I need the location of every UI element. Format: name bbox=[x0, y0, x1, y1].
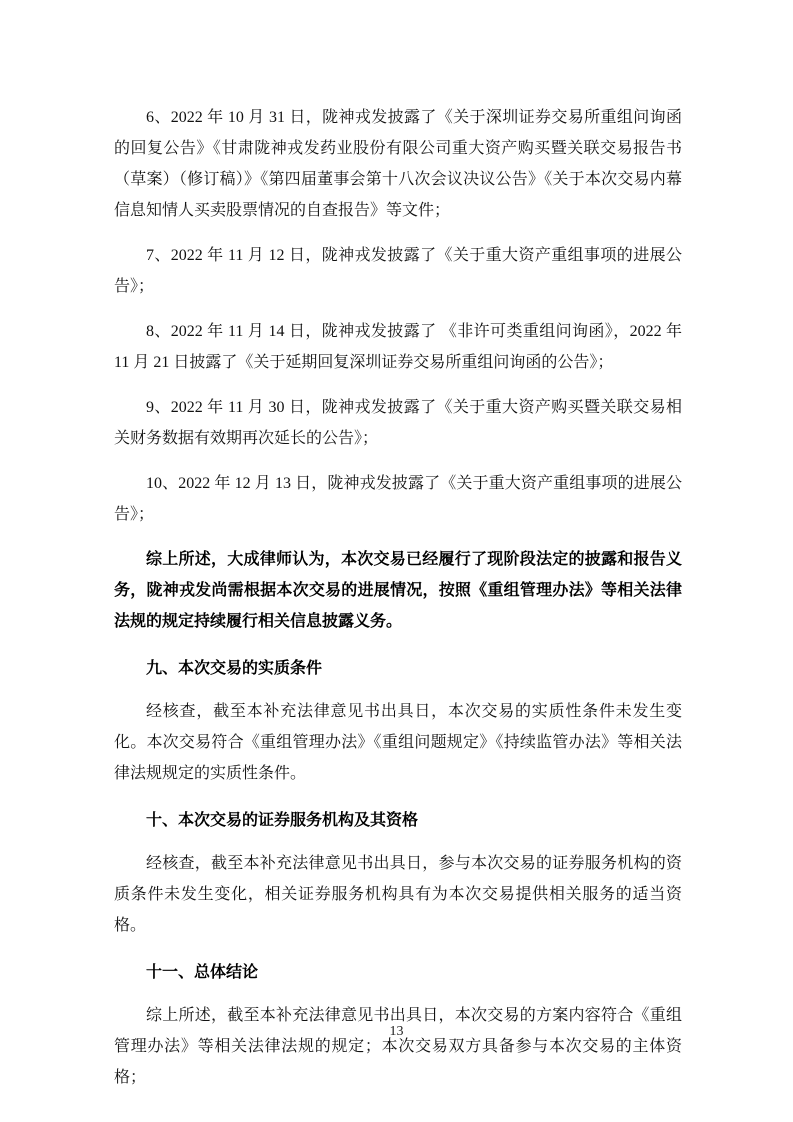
paragraph-service-institutions: 经核查，截至本补充法律意见书出具日，参与本次交易的证券服务机构的资质条件未发生变化，相关证券服务机构具有为本次交易提供相关服务的适当资格。 bbox=[114, 855, 682, 934]
document-content bbox=[114, 102, 682, 1107]
paragraph-disclosure-8: 8、2022 年 11 月 14 日，陇神戎发披露了 《非许可类重组问询函》，2022 年 11 月 21 日披露了《关于延期回复深圳证券交易所重组问询函的公告》； bbox=[114, 323, 682, 371]
paragraph-disclosure-9: 9、2022 年 11 月 30 日，陇神戎发披露了《关于重大资产购买暨关联交易相关财务数据有效期再次延长的公告》； bbox=[114, 399, 682, 447]
section-heading-9: 九、本次交易的实质条件 bbox=[146, 660, 323, 677]
paragraph-disclosure-10: 10、2022 年 12 月 13 日，陇神戎发披露了《关于重大资产重组事项的进展公告》； bbox=[114, 475, 682, 523]
page-footer bbox=[0, 1022, 793, 1042]
page-number: 13 bbox=[389, 1024, 404, 1039]
section-heading-11: 十一、总体结论 bbox=[146, 964, 259, 981]
paragraph-disclosure-6: 6、2022 年 10 月 31 日，陇神戎发披露了《关于深圳证券交易所重组问询函的回复公告》《甘肃陇神戎发药业股份有限公司重大资产购买暨关联交易报告书（草案）（修订稿）》《第四届董事会第十八次会议决议公告》《关于本次交易内幕信息知情人买卖股票情况的自查报告》等文件； bbox=[114, 109, 682, 219]
paragraph-overall-conclusion: 综上所述，截至本补充法律意见书出具日，本次交易的方案内容符合《重组管理办法》等相关法律法规的规定；本次交易双方具备参与本次交易的主体资格； bbox=[114, 1007, 682, 1086]
paragraph-disclosure-7: 7、2022 年 11 月 12 日，陇神戎发披露了《关于重大资产重组事项的进展公告》； bbox=[114, 247, 682, 295]
paragraph-lawyer-conclusion: 综上所述，大成律师认为，本次交易已经履行了现阶段法定的披露和报告义务，陇神戎发尚需根据本次交易的进展情况，按照《重组管理办法》等相关法律法规的规定持续履行相关信息披露义务。 bbox=[114, 551, 682, 630]
paragraph-substantive-conditions: 经核查，截至本补充法律意见书出具日，本次交易的实质性条件未发生变化。本次交易符合《重组管理办法》《重组问题规定》《持续监管办法》等相关法律法规规定的实质性条件。 bbox=[114, 703, 682, 782]
section-heading-10: 十、本次交易的证券服务机构及其资格 bbox=[146, 812, 419, 829]
